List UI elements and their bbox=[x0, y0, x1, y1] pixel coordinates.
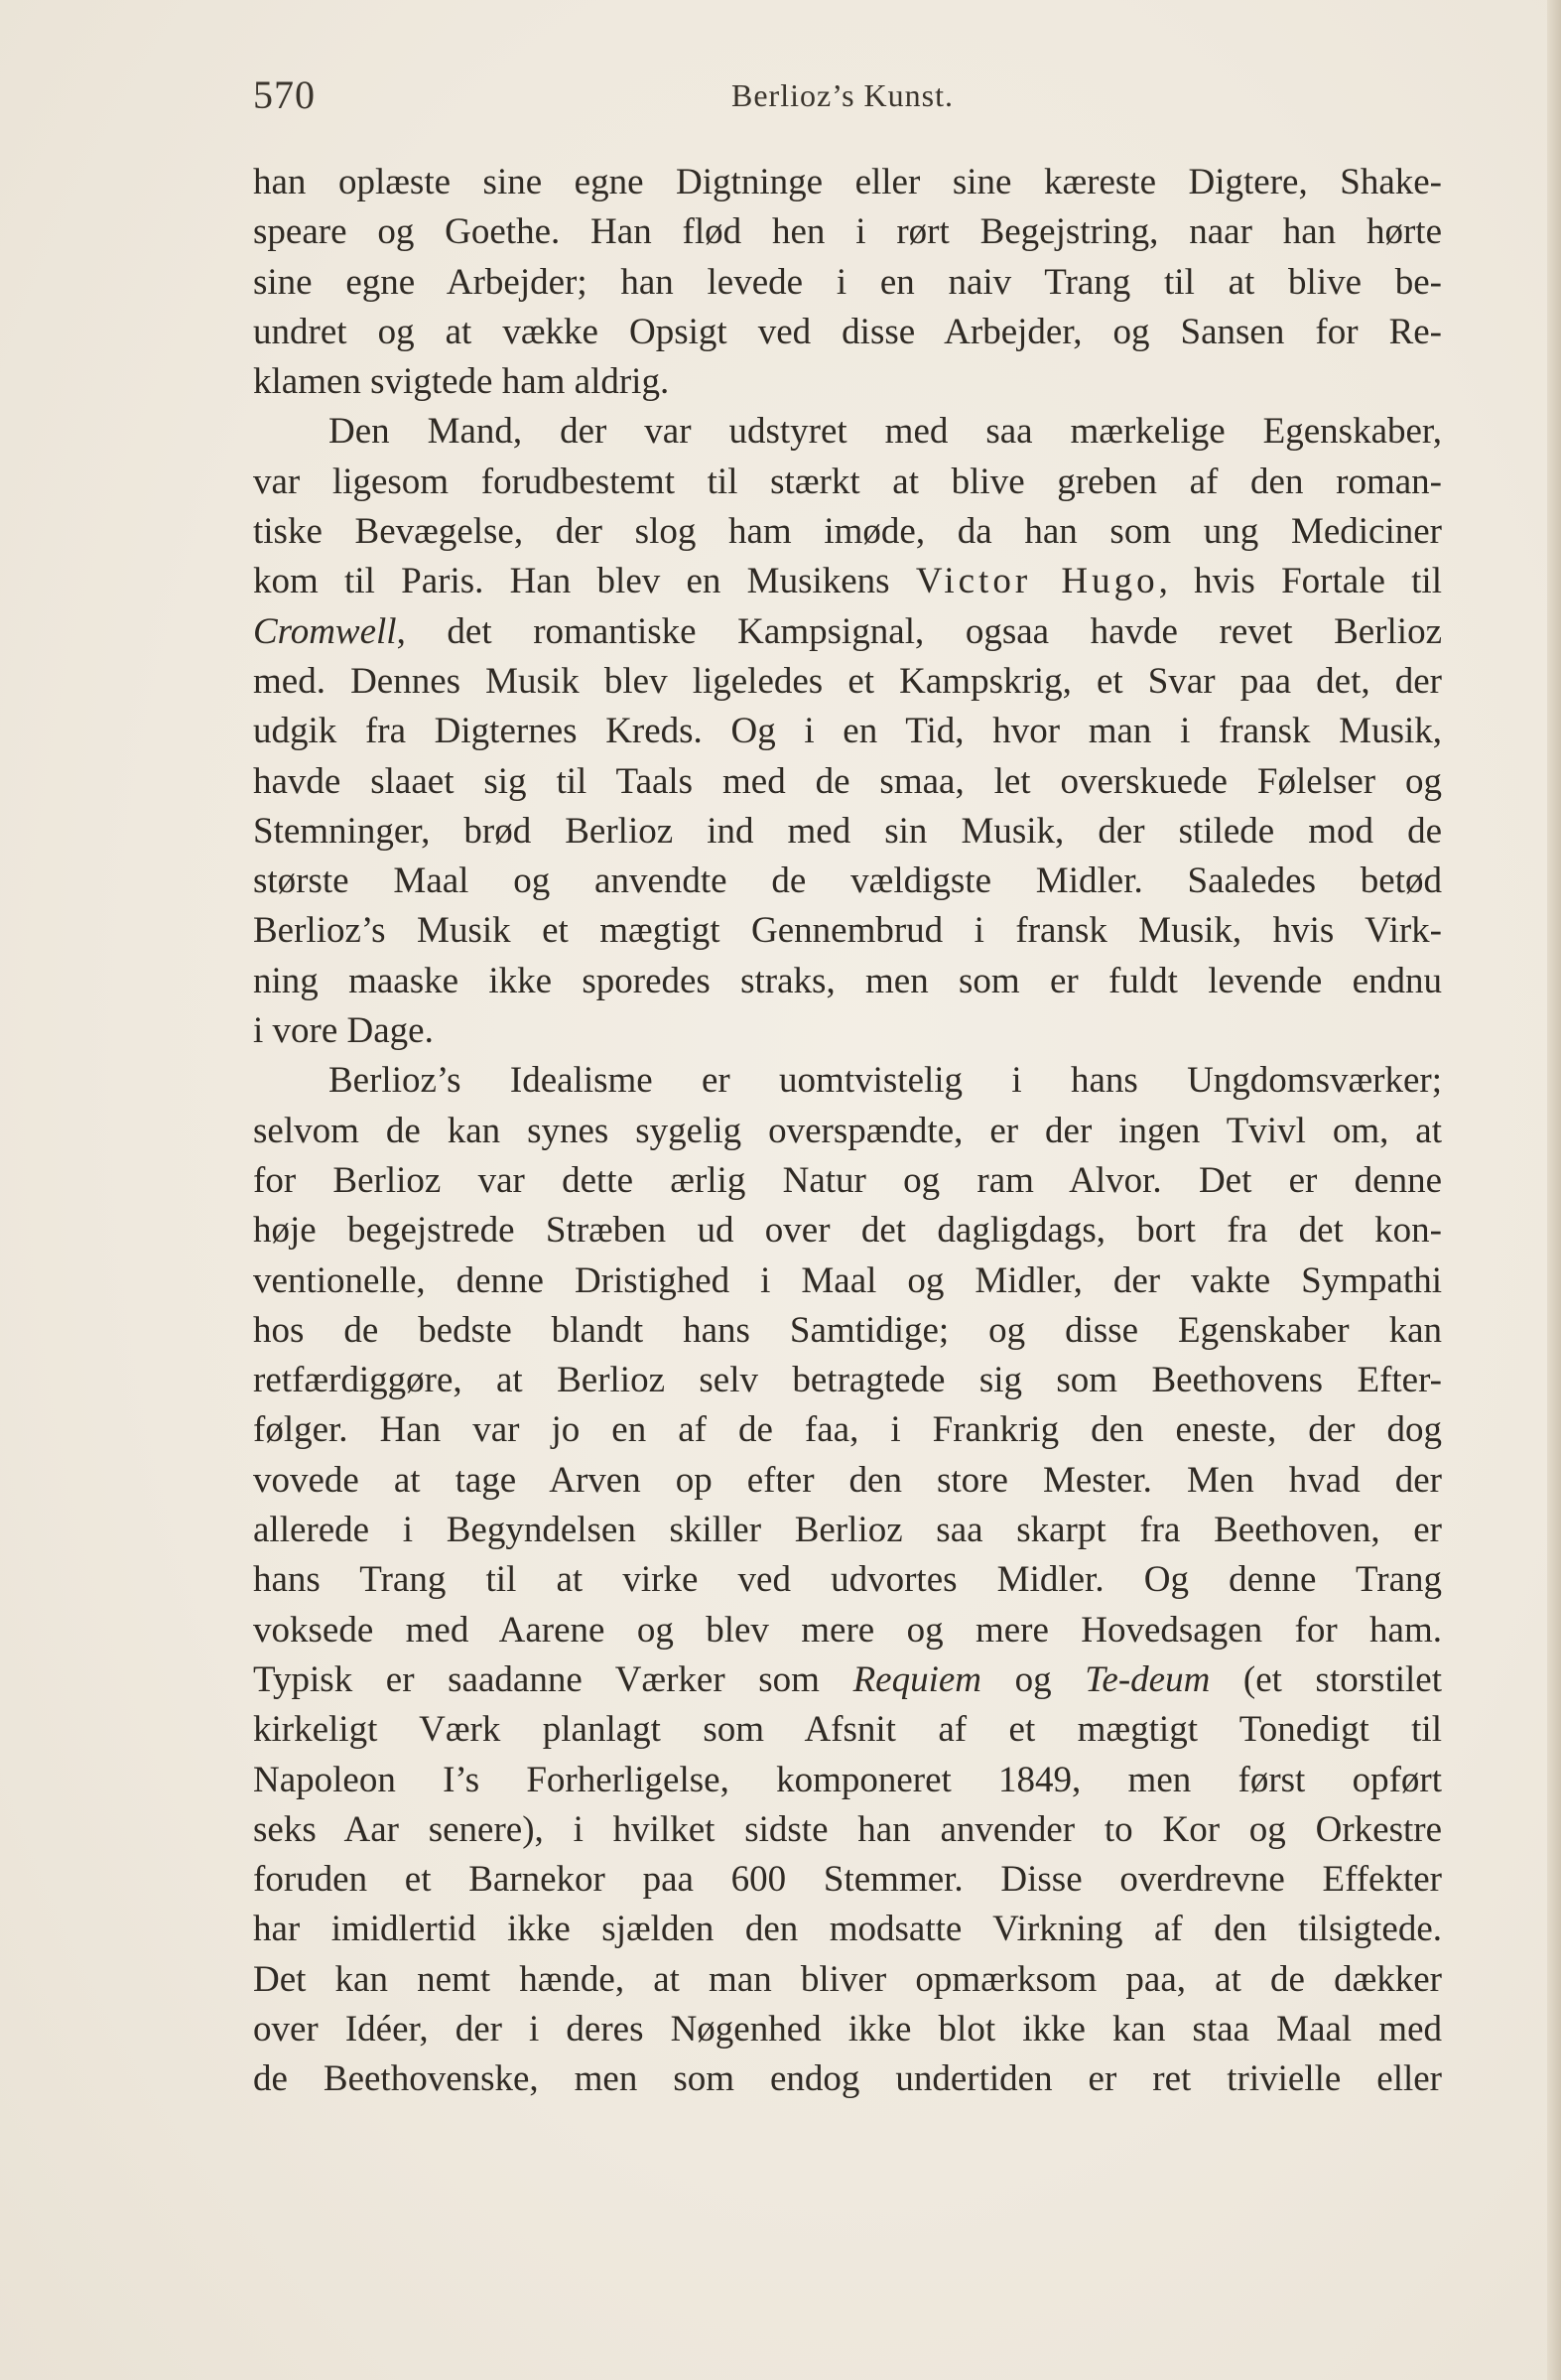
page-header bbox=[253, 71, 1442, 131]
text-line: sine egne Arbejder; han levede i en naiv Trang til at blive be- bbox=[253, 261, 1442, 303]
text-line: for Berlioz var dette ærlig Natur og ram Alvor. Det er denne bbox=[253, 1159, 1442, 1201]
text-line: allerede i Begyndelsen skiller Berlioz saa skarpt fra Beethoven, er bbox=[253, 1510, 1442, 1551]
text-line: var ligesom forudbestemt til stærkt at blive greben af den roman- bbox=[253, 461, 1442, 502]
spaced-name: Victor Hugo bbox=[915, 561, 1159, 602]
text-line: hos de bedste blandt hans Samtidige; og disse Egenskaber kan bbox=[253, 1309, 1442, 1351]
text-segment: og bbox=[981, 1658, 1086, 1700]
text-line: kirkeligt Værk planlagt som Afsnit af et mægtigt Tonedigt til bbox=[253, 1709, 1442, 1751]
italic-title: Requiem bbox=[852, 1658, 982, 1700]
running-title: Berlioz’s Kunst. bbox=[731, 77, 954, 113]
text-line: Det kan nemt hænde, at man bliver opmærksom paa, at de dækker bbox=[253, 1958, 1442, 2000]
text-line: Napoleon I’s Forherligelse, komponeret 1849, men først opført bbox=[253, 1759, 1442, 1800]
text-segment: , det romantiske Kampsignal, ogsaa havde revet Berlioz bbox=[396, 610, 1442, 652]
text-line: Stemninger, brød Berlioz ind med sin Musik, der stilede mod de bbox=[253, 810, 1442, 852]
text-line: de Beethovenske, men som endog undertiden er ret trivielle eller bbox=[253, 2058, 1442, 2100]
text-line: har imidlertid ikke sjælden den modsatte Virkning af den tilsigtede. bbox=[253, 1909, 1442, 1950]
text-line: klamen svigtede ham aldrig. bbox=[253, 361, 670, 403]
text-line: foruden et Barnekor paa 600 Stemmer. Disse overdrevne Effekter bbox=[253, 1859, 1442, 1901]
text-line: følger. Han var jo en af de faa, i Frankrig den eneste, der dog bbox=[253, 1409, 1442, 1451]
text-line: speare og Goethe. Han flød hen i rørt Begejstring, naar han hørte bbox=[253, 211, 1442, 253]
text-line: ventionelle, denne Dristighed i Maal og Midler, der vakte Sympathi bbox=[253, 1259, 1442, 1301]
text-line: retfærdiggøre, at Berlioz selv betragtede sig som Beethovens Efter- bbox=[253, 1360, 1442, 1401]
text-line: havde slaaet sig til Taals med de smaa, let overskuede Følelser og bbox=[253, 760, 1442, 802]
text-line: han oplæste sine egne Digtninge eller sine kæreste Digtere, Shake- bbox=[253, 162, 1442, 202]
text-line: i vore Dage. bbox=[253, 1010, 434, 1052]
text-line: ning maaske ikke sporedes straks, men som er fuldt levende endnu bbox=[253, 960, 1442, 1001]
text-line: største Maal og anvendte de vældigste Midler. Saaledes betød bbox=[253, 860, 1442, 902]
text-line bbox=[253, 1655, 1442, 1705]
text-line: udgik fra Digternes Kreds. Og i en Tid, hvor man i fransk Musik, bbox=[253, 711, 1442, 752]
text-line: med. Dennes Musik blev ligeledes et Kampskrig, et Svar paa det, der bbox=[253, 660, 1442, 702]
text-segment: (et storstilet bbox=[1210, 1658, 1442, 1700]
text-line: over Idéer, der i deres Nøgenhed ikke blot ikke kan staa Maal med bbox=[253, 2008, 1442, 2049]
text-line bbox=[253, 607, 1442, 657]
text-line bbox=[253, 557, 1442, 606]
page-edge bbox=[1547, 0, 1561, 2380]
text-line: Berlioz’s Idealisme er uomtvistelig i hans Ungdomsværker; bbox=[328, 1060, 1442, 1102]
text-segment: , hvis Fortale til bbox=[1158, 561, 1442, 602]
text-line: høje begejstrede Stræben ud over det dagligdags, bort fra det kon- bbox=[253, 1210, 1442, 1252]
italic-title: Cromwell bbox=[253, 610, 397, 652]
text-line: tiske Bevægelse, der slog ham imøde, da han som ung Mediciner bbox=[253, 511, 1442, 553]
text-line: selvom de kan synes sygelig overspændte, er der ingen Tvivl om, at bbox=[253, 1110, 1442, 1151]
text-line: Berlioz’s Musik et mægtigt Gennembrud i fransk Musik, hvis Virk- bbox=[253, 910, 1442, 952]
text-line: undret og at vække Opsigt ved disse Arbejder, og Sansen for Re- bbox=[253, 311, 1442, 352]
body-text bbox=[253, 158, 1442, 2105]
text-line: hans Trang til at virke ved udvortes Midler. Og denne Trang bbox=[253, 1559, 1442, 1601]
italic-title: Te-deum bbox=[1085, 1658, 1211, 1700]
text-segment: Typisk er saadanne Værker som bbox=[253, 1658, 853, 1700]
text-segment: kom til Paris. Han blev en Musikens bbox=[253, 561, 916, 602]
text-line: voksede med Aarene og blev mere og mere Hovedsagen for ham. bbox=[253, 1609, 1442, 1651]
text-line: Den Mand, der var udstyret med saa mærkelige Egenskaber, bbox=[328, 411, 1442, 453]
text-line: seks Aar senere), i hvilket sidste han anvender to Kor og Orkestre bbox=[253, 1808, 1442, 1850]
page-number: 570 bbox=[253, 72, 316, 117]
text-line: vovede at tage Arven op efter den store Mester. Men hvad der bbox=[253, 1459, 1442, 1501]
